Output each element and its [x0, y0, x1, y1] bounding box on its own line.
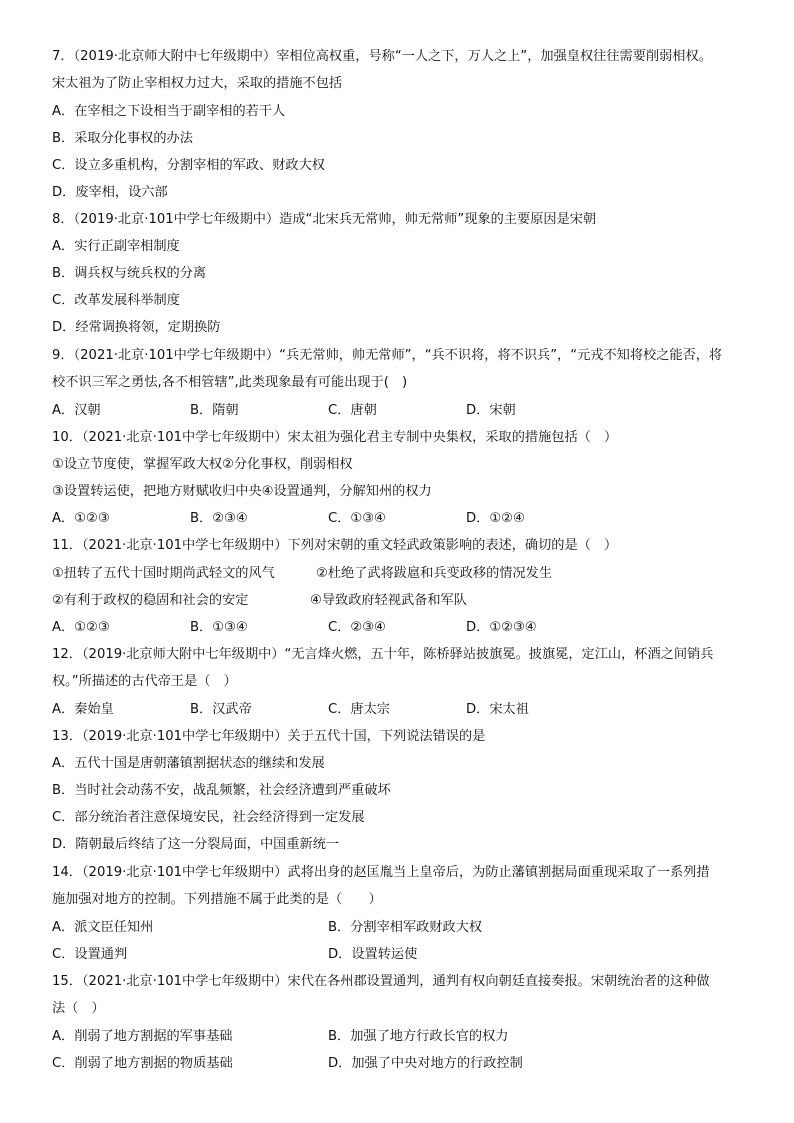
question-10-option-d: D．①②④	[466, 511, 525, 526]
question-11-statements-row-1	[52, 565, 752, 583]
question-10-options	[52, 510, 752, 528]
question-13-option-d: D．隋朝最后终结了这一分裂局面，中国重新统一	[52, 837, 340, 852]
question-7-option-c: C．设立多重机构，分割宰相的军政、财政大权	[52, 158, 325, 173]
question-15-option-a: A．削弱了地方割据的军事基础	[52, 1029, 233, 1044]
question-14-stem-line-1: 14．（2019·北京·101中学七年级期中）武将出身的赵匡胤当上皇帝后，为防止藩镇割据局面重现采取了一系列措	[52, 865, 710, 880]
question-15-stem-line-2: 法（ ）	[52, 1001, 105, 1016]
question-12-options	[52, 701, 752, 719]
question-12-option-b: B．汉武帝	[190, 702, 252, 717]
question-14-option-b: B．分割宰相军政财政大权	[328, 920, 483, 935]
question-15-option-c: C．削弱了地方割据的物质基础	[52, 1056, 233, 1071]
question-12-option-c: C．唐太宗	[328, 702, 390, 717]
question-14-options-row-1	[52, 919, 752, 937]
question-11-statement-3: ②有利于政权的稳固和社会的安定	[52, 593, 249, 608]
question-9-stem-line-2: 校不识三军之勇怯,各不相管辖”,此类现象最有可能出现于( )	[52, 375, 408, 390]
question-7-stem-line-1: 7．（2019·北京师大附中七年级期中）宰相位高权重，号称“一人之下，万人之上”，加强皇权往往需要削弱相权。	[52, 49, 712, 64]
question-8-option-b: B．调兵权与统兵权的分离	[52, 266, 207, 281]
question-8-option-d: D．经常调换将领，定期换防	[52, 320, 221, 335]
question-7-option-b: B．采取分化事权的办法	[52, 131, 193, 146]
question-9-option-d: D．宋朝	[466, 403, 516, 418]
question-10-option-a: A．①②③	[52, 511, 110, 526]
question-11-statement-4: ④导致政府轻视武备和军队	[310, 593, 467, 608]
question-11-option-a: A．①②③	[52, 620, 110, 635]
question-11-statement-2: ②杜绝了武将跋扈和兵变政移的情况发生	[316, 566, 553, 581]
question-12-stem-line-2: 权。”所描述的古代帝王是（ ）	[52, 674, 237, 689]
question-14-stem-line-2: 施加强对地方的控制。下列措施不属于此类的是（ ）	[52, 892, 382, 907]
question-10-stem-line-2: ①设立节度使，掌握军政大权②分化事权，削弱相权	[52, 457, 353, 472]
question-7-option-d: D．废宰相，设六部	[52, 185, 168, 200]
question-14-options-row-2	[52, 946, 752, 964]
question-15-options-row-1	[52, 1028, 752, 1046]
question-13-option-c: C．部分统治者注意保境安民，社会经济得到一定发展	[52, 810, 365, 825]
question-11-option-c: C．②③④	[328, 620, 386, 635]
question-11-option-b: B．①③④	[190, 620, 248, 635]
question-14-option-c: C．设置通判	[52, 947, 128, 962]
question-7-stem-line-2: 宋太祖为了防止宰相权力过大，采取的措施不包括	[52, 76, 343, 91]
question-9-options	[52, 402, 752, 420]
question-9-option-c: C．唐朝	[328, 403, 377, 418]
question-12-option-a: A．秦始皇	[52, 702, 114, 717]
question-12-option-d: D．宋太祖	[466, 702, 529, 717]
question-7-option-a: A．在宰相之下设相当于副宰相的若干人	[52, 104, 286, 119]
question-11-options	[52, 619, 752, 637]
question-9-option-a: A．汉朝	[52, 403, 101, 418]
question-8-stem-line-1: 8．（2019·北京·101中学七年级期中）造成“北宋兵无常帅，帅无常师”现象的主要原因是宋朝	[52, 212, 597, 227]
question-14-option-a: A．派文臣任知州	[52, 920, 154, 935]
question-9-stem-line-1: 9．（2021·北京·101中学七年级期中）“兵无常帅，帅无常师”，“兵不识将，将不识兵”，“元戎不知将校之能否，将	[52, 348, 723, 363]
question-11-option-d: D．①②③④	[466, 620, 537, 635]
question-15-stem-line-1: 15．（2021·北京·101中学七年级期中）宋代在各州郡设置通判，通判有权向朝廷直接奏报。宋朝统治者的这种做	[52, 974, 710, 989]
question-11-statements-row-2	[52, 592, 752, 610]
question-8-option-c: C．改革发展科举制度	[52, 293, 180, 308]
question-10-option-b: B．②③④	[190, 511, 248, 526]
question-12-stem-line-1: 12．（2019·北京师大附中七年级期中）“无言烽火燃，五十年，陈桥驿站披旗冕。披旗冕，定江山，杯酒之间销兵	[52, 647, 714, 662]
question-13-stem-line-1: 13．（2019·北京·101中学七年级期中）关于五代十国，下列说法错误的是	[52, 729, 486, 744]
question-10-stem-line-3: ③设置转运使，把地方财赋收归中央④设置通判，分解知州的权力	[52, 484, 432, 499]
question-15-options-row-2	[52, 1055, 752, 1073]
question-14-option-d: D．设置转运使	[328, 947, 418, 962]
question-10-option-c: C．①③④	[328, 511, 386, 526]
question-11-statement-1: ①扭转了五代十国时期尚武轻文的风气	[52, 566, 275, 581]
question-15-option-b: B．加强了地方行政长官的权力	[328, 1029, 509, 1044]
question-10-stem-line-1: 10．（2021·北京·101中学七年级期中）宋太祖为强化君主专制中央集权，采取的措施包括（ ）	[52, 430, 618, 445]
question-11-stem-line-1: 11．（2021·北京·101中学七年级期中）下列对宋朝的重文轻武政策影响的表述，确切的是（ ）	[52, 538, 618, 553]
question-13-option-b: B．当时社会动荡不安，战乱频繁，社会经济遭到严重破坏	[52, 783, 391, 798]
question-9-option-b: B．隋朝	[190, 403, 239, 418]
question-15-option-d: D．加强了中央对地方的行政控制	[328, 1056, 523, 1071]
question-13-option-a: A．五代十国是唐朝藩镇割据状态的继续和发展	[52, 756, 325, 771]
question-8-option-a: A．实行正副宰相制度	[52, 239, 180, 254]
